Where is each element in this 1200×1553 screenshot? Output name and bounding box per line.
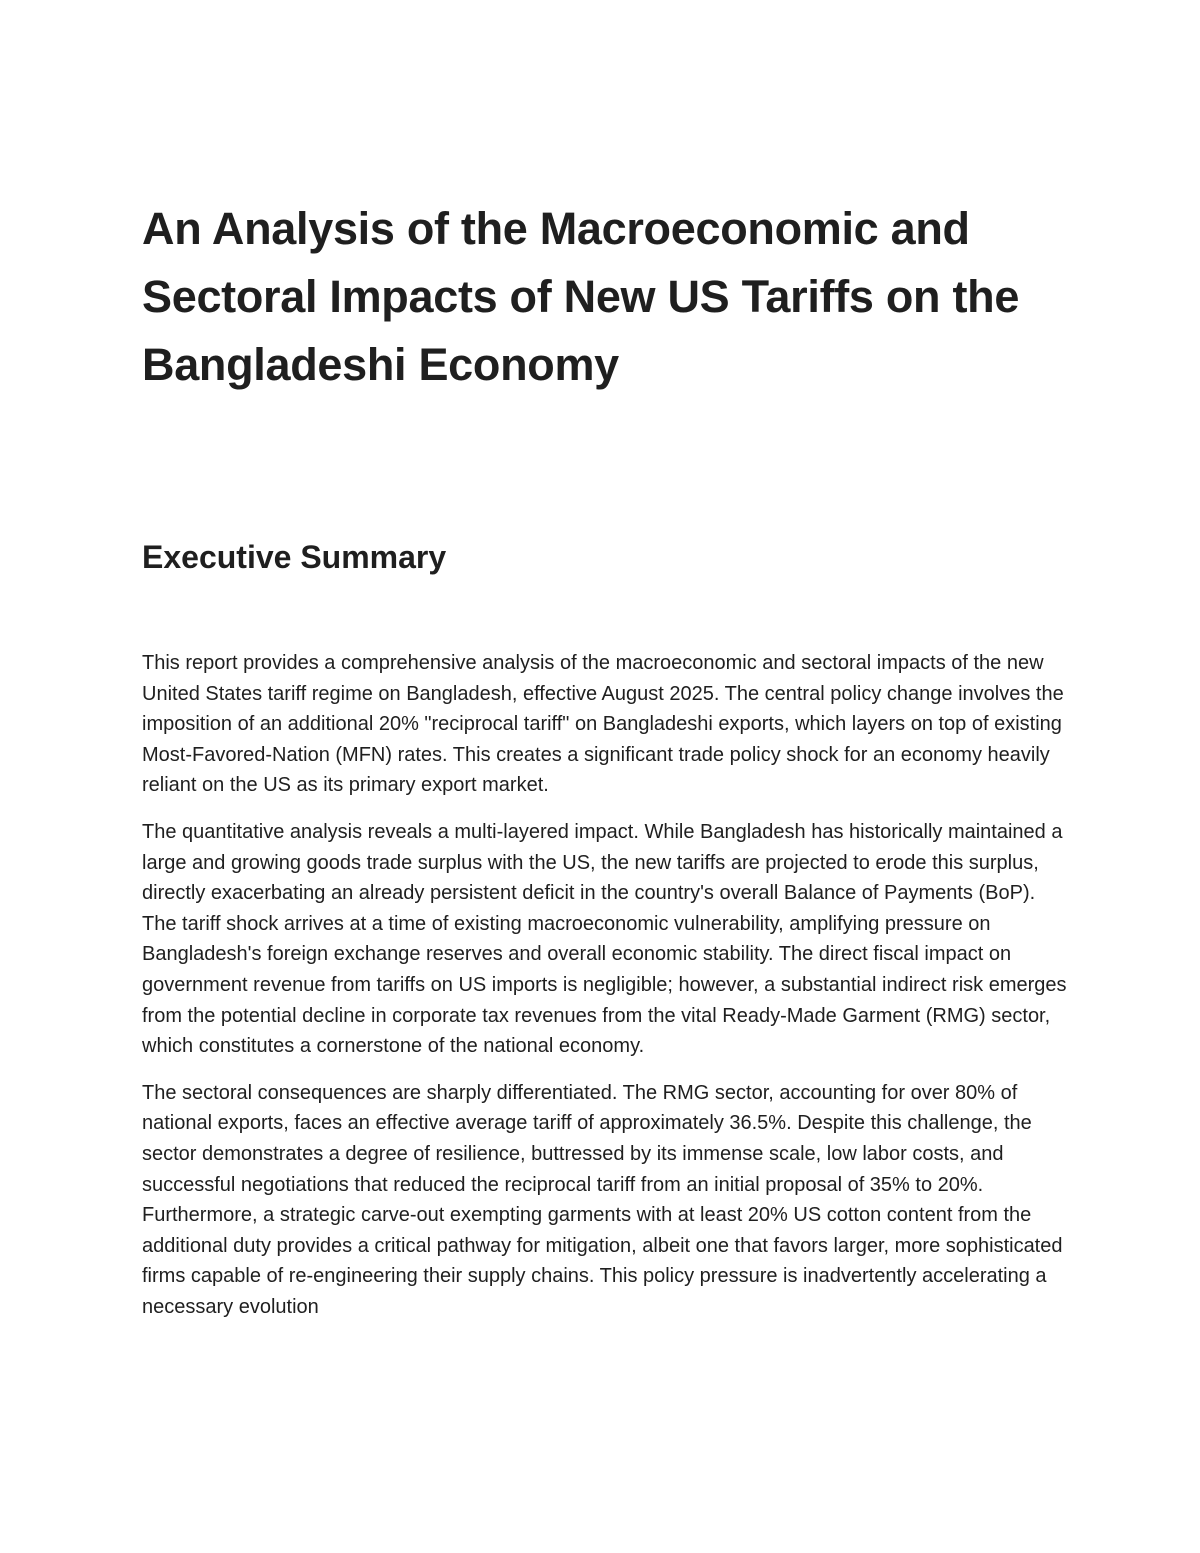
section-heading-executive-summary: Executive Summary <box>142 539 447 575</box>
executive-summary-body <box>142 648 1067 1322</box>
paragraph: This report provides a comprehensive analysis of the macroeconomic and sectoral impacts of the new United States tariff regime on Bangladesh, effective August 2025. The central policy change involves the imposition of an additional 20% "reciprocal tariff" on Bangladeshi exports, which layers on top of existing Most-Favored-Nation (MFN) rates. This creates a significant trade policy shock for an economy heavily reliant on the US as its primary export market. <box>142 652 1064 797</box>
document-page <box>142 195 1067 1338</box>
document-title: An Analysis of the Macroeconomic and Sectoral Impacts of New US Tariffs on the Bangladeshi Economy <box>142 203 1020 390</box>
paragraph: The sectoral consequences are sharply differentiated. The RMG sector, accounting for over 80% of national exports, faces an effective average tariff of approximately 36.5%. Despite this challenge, the sector demonstrates a degree of resilience, buttressed by its immense scale, low labor costs, and successful negotiations that reduced the reciprocal tariff from an initial proposal of 35% to 20%. Furthermore, a strategic carve-out exempting garments with at least 20% US cotton content from the additional duty provides a critical pathway for mitigation, albeit one that favors larger, more sophisticated firms capable of re-engineering their supply chains. This policy pressure is inadvertently accelerating a necessary evolution <box>142 1081 1063 1318</box>
paragraph: The quantitative analysis reveals a multi-layered impact. While Bangladesh has historically maintained a large and growing goods trade surplus with the US, the new tariffs are projected to erode this surplus, directly exacerbating an already persistent deficit in the country's overall Balance of Payments (BoP). The tariff shock arrives at a time of existing macroeconomic vulnerability, amplifying pressure on Bangladesh's foreign exchange reserves and overall economic stability. The direct fiscal impact on government revenue from tariffs on US imports is negligible; however, a substantial indirect risk emerges from the potential decline in corporate tax revenues from the vital Ready-Made Garment (RMG) sector, which constitutes a cornerstone of the national economy. <box>142 820 1067 1058</box>
